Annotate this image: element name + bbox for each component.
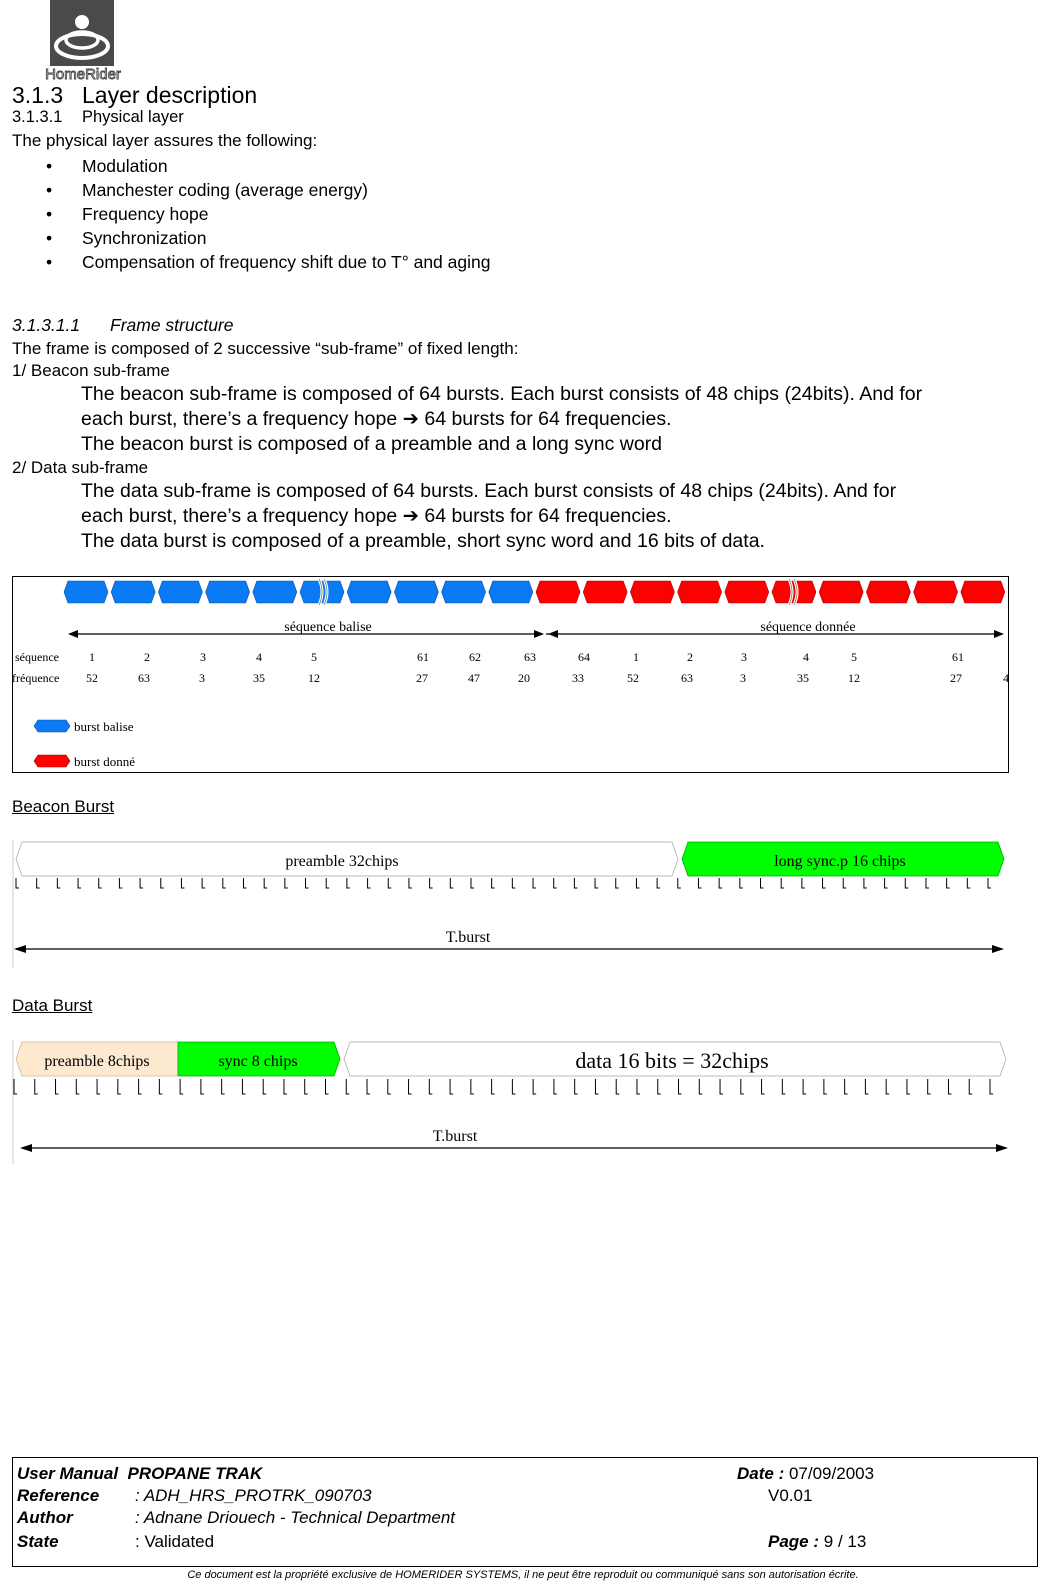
- version: V0.01: [768, 1486, 813, 1505]
- data-label: data 16 bits = 32chips: [575, 1048, 769, 1073]
- svg-text:HomeRider: HomeRider: [45, 66, 121, 82]
- chip-tick: [367, 1079, 370, 1094]
- chip-tick: [202, 878, 205, 888]
- chip-tick: [14, 1079, 17, 1094]
- page-label: Page :: [768, 1532, 820, 1551]
- chip-tick: [346, 1079, 349, 1094]
- chip-tick: [180, 1079, 183, 1094]
- chip-tick: [575, 1079, 578, 1094]
- chip-tick: [263, 1079, 266, 1094]
- chip-tick: [512, 1079, 515, 1094]
- legend-red-label: burst donné: [74, 754, 136, 769]
- chip-tick: [347, 878, 350, 888]
- freq-value: 35: [797, 671, 809, 685]
- data-burst-block: [961, 581, 1005, 603]
- chip-tick: [905, 878, 908, 888]
- seq-value: 5: [851, 650, 857, 664]
- chip-tick: [533, 1079, 536, 1094]
- chip-tick: [802, 878, 805, 888]
- chip-tick: [865, 1079, 868, 1094]
- freq-value: 47: [468, 671, 480, 685]
- beacon-burst-block: [442, 581, 486, 603]
- chip-tick: [56, 1079, 59, 1094]
- chip-tick: [492, 1079, 495, 1094]
- data-burst-block: [678, 581, 722, 603]
- preamble-label: preamble 8chips: [44, 1053, 150, 1070]
- author-value: : Adnane Driouech - Technical Department: [135, 1508, 456, 1527]
- beacon-burst-block: [158, 581, 202, 603]
- subsubsection-heading: 3.1.3.1.1 Frame structure: [12, 315, 234, 335]
- reference-label: Reference: [17, 1486, 100, 1505]
- chip-tick: [512, 878, 515, 888]
- data-burst-title: Data Burst: [12, 996, 93, 1015]
- data-burst-block: [536, 581, 580, 603]
- chip-tick: [471, 878, 474, 888]
- chip-tick: [762, 1079, 765, 1094]
- chip-tick: [118, 1079, 121, 1094]
- seq-value: 61: [952, 650, 964, 664]
- freq-value: 27: [416, 671, 428, 685]
- chip-tick: [658, 1079, 661, 1094]
- chip-tick: [845, 1079, 848, 1094]
- chip-tick: [616, 878, 619, 888]
- seq-value: 3: [200, 650, 206, 664]
- chip-tick: [636, 878, 639, 888]
- data-burst-block: [630, 581, 674, 603]
- chip-tick: [988, 878, 991, 888]
- chip-tick: [388, 1079, 391, 1094]
- chip-tick: [595, 1079, 598, 1094]
- seq-balise-label: séquence balise: [284, 620, 372, 635]
- data-burst-block: [819, 581, 863, 603]
- chip-tick: [243, 878, 246, 888]
- beacon-burst-block: [253, 581, 297, 603]
- chip-tick: [264, 878, 267, 888]
- chip-tick: [388, 878, 391, 888]
- seq-value: 4: [256, 650, 262, 664]
- chip-tick: [886, 1079, 889, 1094]
- seq-value: 2: [144, 650, 150, 664]
- preamble-label: preamble 32chips: [285, 853, 399, 870]
- data-burst-block: [914, 581, 958, 603]
- chip-tick: [140, 878, 143, 888]
- intro-text: The physical layer assures the following:: [12, 131, 318, 150]
- manual-value: PROPANE TRAK: [127, 1464, 263, 1483]
- row-freq-label: fréquence: [12, 671, 60, 685]
- chip-tick: [864, 878, 867, 888]
- seq-value: 61: [417, 650, 429, 664]
- chip-tick: [699, 1079, 702, 1094]
- list-item: • Compensation of frequency shift due to T° and aging: [0, 250, 490, 274]
- chip-tick: [637, 1079, 640, 1094]
- chip-tick: [948, 1079, 951, 1094]
- chip-tick: [57, 878, 60, 888]
- section-heading: 3.1.3 Layer description: [12, 82, 258, 108]
- list-item: • Manchester coding (average energy): [0, 178, 490, 202]
- chip-tick: [222, 1079, 225, 1094]
- chip-tick: [97, 1079, 100, 1094]
- chip-tick: [616, 1079, 619, 1094]
- beacon-heading: 1/ Beacon sub-frame: [12, 361, 170, 380]
- freq-value: 27: [950, 671, 962, 685]
- chip-tick: [78, 878, 81, 888]
- chip-tick: [409, 1079, 412, 1094]
- chip-tick: [928, 1079, 931, 1094]
- chip-tick: [657, 878, 660, 888]
- seq-value: 62: [469, 650, 481, 664]
- sync-label: sync 8 chips: [218, 1053, 298, 1070]
- author-label: Author: [17, 1508, 73, 1527]
- chip-tick: [967, 878, 970, 888]
- list-item: • Synchronization: [0, 226, 490, 250]
- list-item: • Modulation: [0, 154, 490, 178]
- beacon-burst-block: [489, 581, 533, 603]
- chip-tick: [741, 1079, 744, 1094]
- freq-value: 12: [308, 671, 320, 685]
- freq-value: 63: [138, 671, 150, 685]
- freq-value: 63: [681, 671, 693, 685]
- reference-value: : ADH_HRS_PROTRK_090703: [135, 1486, 372, 1505]
- legend-blue-swatch: [34, 720, 70, 732]
- state-label: State: [17, 1532, 59, 1551]
- row-seq-label: séquence: [15, 650, 59, 664]
- freq-value: 20: [518, 671, 530, 685]
- tburst-label: T.burst: [445, 929, 491, 946]
- chip-tick: [803, 1079, 806, 1094]
- chip-tick: [823, 878, 826, 888]
- chip-tick: [471, 1079, 474, 1094]
- beacon-burst-diagram: [12, 840, 1008, 970]
- chip-tick: [159, 1079, 162, 1094]
- chip-tick: [450, 878, 453, 888]
- seq-value: 5: [311, 650, 317, 664]
- sync-label: long sync.p 16 chips: [774, 853, 906, 870]
- chip-tick: [679, 1079, 682, 1094]
- chip-tick: [306, 878, 309, 888]
- chip-tick: [907, 1079, 910, 1094]
- chip-tick: [781, 878, 784, 888]
- freq-value: 12: [848, 671, 860, 685]
- freq-value: 33: [572, 671, 584, 685]
- data-heading: 2/ Data sub-frame: [12, 458, 149, 477]
- document-footer: [12, 1457, 1038, 1567]
- chip-tick: [574, 878, 577, 888]
- chip-tick: [429, 1079, 432, 1094]
- chip-tick: [885, 878, 888, 888]
- beacon-burst-title: Beacon Burst: [12, 797, 115, 816]
- chip-tick: [242, 1079, 245, 1094]
- chip-tick: [305, 1079, 308, 1094]
- chip-tick: [926, 878, 929, 888]
- frame-diagram: [12, 576, 1010, 773]
- chip-tick: [947, 878, 950, 888]
- chip-tick: [678, 878, 681, 888]
- legend-blue-label: burst balise: [74, 719, 134, 734]
- chip-tick: [161, 878, 164, 888]
- data-burst-block: [866, 581, 910, 603]
- list-item: • Frequency hope: [0, 202, 490, 226]
- legend-red-swatch: [34, 755, 70, 767]
- seq-value: 4: [803, 650, 809, 664]
- beacon-burst-block: [347, 581, 391, 603]
- tburst-label: T.burst: [432, 1128, 478, 1145]
- data-desc: The data sub-frame is composed of 64 bursts. Each burst consists of 48 chips (24bits). And for each burst, there’s a frequency hope ➔ 64 bursts for 64 frequencies. The data burst is composed of a preamble, short sync word and 16 bits of data.: [81, 480, 897, 552]
- chip-tick: [37, 878, 40, 888]
- chip-tick: [990, 1079, 993, 1094]
- chip-tick: [326, 878, 329, 888]
- page-value: 9 / 13: [823, 1532, 867, 1551]
- chip-tick: [843, 878, 846, 888]
- freq-value: 4: [1003, 671, 1009, 685]
- state-value: : Validated: [135, 1532, 215, 1551]
- chip-tick: [368, 878, 371, 888]
- chip-tick: [761, 878, 764, 888]
- beacon-burst-block: [206, 581, 250, 603]
- date-label: Date :: [737, 1464, 785, 1483]
- beacon-burst-block: [64, 581, 108, 603]
- chip-tick: [139, 1079, 142, 1094]
- freq-value: 52: [627, 671, 639, 685]
- beacon-desc: The beacon sub-frame is composed of 64 bursts. Each burst consists of 48 chips (24bits). And for each burst, there’s a frequency hope ➔ 64 bursts for 64 frequencies. The beacon burst is composed of a preamble and a long sync word: [81, 383, 923, 455]
- chip-tick: [969, 1079, 972, 1094]
- chip-tick: [409, 878, 412, 888]
- homerider-logo: [12, 0, 154, 82]
- chip-tick: [99, 878, 102, 888]
- seq-value: 3: [741, 650, 747, 664]
- freq-value: 35: [253, 671, 265, 685]
- freq-value: 3: [199, 671, 205, 685]
- chip-tick: [325, 1079, 328, 1094]
- seq-donnee-label: séquence donnée: [760, 620, 856, 635]
- chip-tick: [35, 1079, 38, 1094]
- freq-value: 3: [740, 671, 746, 685]
- data-burst-block: [583, 581, 627, 603]
- subsection-heading: 3.1.3.1 Physical layer: [12, 108, 184, 126]
- chip-tick: [720, 1079, 723, 1094]
- frame-intro: The frame is composed of 2 successive “sub-frame” of fixed length:: [12, 339, 519, 358]
- chip-tick: [554, 878, 557, 888]
- chip-tick: [450, 1079, 453, 1094]
- data-burst-diagram: [12, 1040, 1008, 1165]
- chip-tick: [284, 1079, 287, 1094]
- chip-tick: [492, 878, 495, 888]
- manual-label: User Manual: [17, 1464, 119, 1483]
- chip-tick: [782, 1079, 785, 1094]
- chip-tick: [719, 878, 722, 888]
- chip-tick: [119, 878, 122, 888]
- chip-tick: [16, 878, 19, 888]
- chip-tick: [824, 1079, 827, 1094]
- chip-tick: [554, 1079, 557, 1094]
- seq-value: 64: [578, 650, 590, 664]
- data-burst-block: [772, 581, 816, 603]
- date-value: 07/09/2003: [788, 1464, 875, 1483]
- seq-value: 1: [89, 650, 95, 664]
- seq-value: 63: [524, 650, 536, 664]
- chip-tick: [533, 878, 536, 888]
- seq-value: 1: [633, 650, 639, 664]
- chip-tick: [201, 1079, 204, 1094]
- chip-tick: [285, 878, 288, 888]
- beacon-burst-block: [111, 581, 155, 603]
- chip-tick: [698, 878, 701, 888]
- chip-tick: [76, 1079, 79, 1094]
- feature-list: [0, 154, 490, 274]
- copyright-notice: Ce document est la propriété exclusive de HOMERIDER SYSTEMS, il ne peut être reproduit ou communiqué sans son autorisation écrite.: [187, 1569, 859, 1581]
- chip-tick: [223, 878, 226, 888]
- chip-tick: [595, 878, 598, 888]
- freq-value: 52: [86, 671, 98, 685]
- chip-tick: [181, 878, 184, 888]
- data-burst-block: [725, 581, 769, 603]
- seq-value: 2: [687, 650, 693, 664]
- beacon-burst-block: [394, 581, 438, 603]
- chip-tick: [740, 878, 743, 888]
- chip-tick: [430, 878, 433, 888]
